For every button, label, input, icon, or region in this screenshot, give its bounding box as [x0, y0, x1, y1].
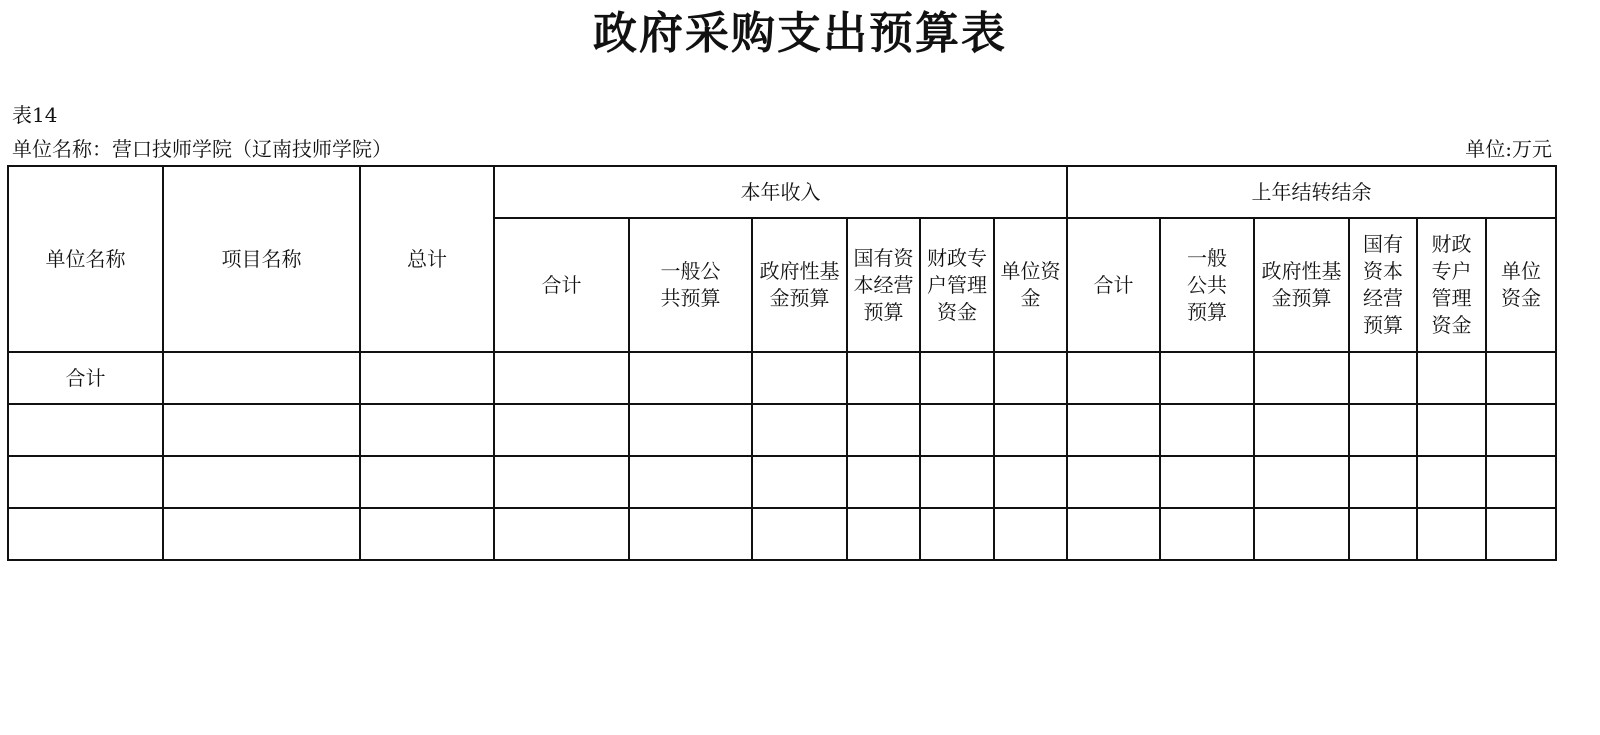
table-cell [1486, 404, 1556, 456]
table-row [8, 404, 1556, 456]
header-project-name: 项目名称 [163, 166, 360, 352]
table-cell [8, 456, 163, 508]
table-cell [920, 508, 994, 560]
header-unit-name: 单位名称 [8, 166, 163, 352]
table-cell [360, 456, 494, 508]
table-row [8, 508, 1556, 560]
table-cell [1486, 352, 1556, 404]
unit-name-label: 单位名称：营口技师学院（辽南技师学院） [12, 137, 392, 161]
table-cell [1254, 456, 1349, 508]
header-carryover-unit-funds: 单位资金 [1486, 218, 1556, 352]
table-cell [1160, 508, 1254, 560]
table-cell [360, 508, 494, 560]
table-cell [1254, 404, 1349, 456]
table-cell [1160, 456, 1254, 508]
header-current-fund-budget: 政府性基金预算 [752, 218, 847, 352]
header-current-unit-funds: 单位资金 [994, 218, 1067, 352]
table-row [8, 456, 1556, 508]
table-cell [847, 352, 920, 404]
table-cell [1486, 456, 1556, 508]
table-cell [994, 508, 1067, 560]
header-current-general-budget: 一般公共预算 [629, 218, 752, 352]
table-cell [163, 404, 360, 456]
header-current-income: 本年收入 [494, 166, 1067, 218]
unit-label: 单位:万元 [1465, 137, 1552, 161]
table-body [8, 352, 1556, 560]
table-cell [1486, 508, 1556, 560]
table-cell [847, 404, 920, 456]
table-cell [752, 456, 847, 508]
table-cell [8, 404, 163, 456]
table-cell [920, 352, 994, 404]
table-cell [1160, 352, 1254, 404]
table-cell [629, 508, 752, 560]
table-number: 表14 [12, 103, 58, 127]
table-cell [8, 508, 163, 560]
header-carryover-fiscal-account: 财政专户管理资金 [1417, 218, 1486, 352]
table-cell [994, 352, 1067, 404]
header-carryover-general-budget: 一般公共预算 [1160, 218, 1254, 352]
table-cell [163, 352, 360, 404]
table-cell [1349, 456, 1417, 508]
table-cell [629, 352, 752, 404]
table-cell [994, 404, 1067, 456]
total-row [8, 352, 1556, 404]
table-cell [360, 404, 494, 456]
header-current-state-capital: 国有资本经营预算 [847, 218, 920, 352]
table-cell [1349, 352, 1417, 404]
table-cell [1417, 456, 1486, 508]
header-carryover: 上年结转结余 [1067, 166, 1556, 218]
table-cell [752, 508, 847, 560]
table-cell [163, 508, 360, 560]
table-cell [1254, 352, 1349, 404]
budget-table [7, 165, 1557, 561]
table-cell [1067, 404, 1160, 456]
header-current-fiscal-account: 财政专户管理资金 [920, 218, 994, 352]
table-cell [360, 352, 494, 404]
table-cell [994, 456, 1067, 508]
table-cell [629, 404, 752, 456]
table-cell [494, 456, 629, 508]
table-cell [1417, 352, 1486, 404]
header-total: 总计 [360, 166, 494, 352]
table-cell [752, 404, 847, 456]
header-carryover-subtotal: 合计 [1067, 218, 1160, 352]
table-cell [1349, 508, 1417, 560]
table-cell [847, 508, 920, 560]
table-cell [1254, 508, 1349, 560]
table-cell [629, 456, 752, 508]
header-current-subtotal: 合计 [494, 218, 629, 352]
table-cell [1349, 404, 1417, 456]
table-cell [1067, 352, 1160, 404]
table-cell [1160, 404, 1254, 456]
header-carryover-fund-budget: 政府性基金预算 [1254, 218, 1349, 352]
table-cell [494, 404, 629, 456]
table-cell [1417, 508, 1486, 560]
header-carryover-state-capital: 国有资本经营预算 [1349, 218, 1417, 352]
table-cell [1067, 456, 1160, 508]
table-cell [163, 456, 360, 508]
table-cell [847, 456, 920, 508]
table-cell: 合计 [8, 352, 163, 404]
table-cell [752, 352, 847, 404]
table-cell [494, 508, 629, 560]
table-cell [920, 456, 994, 508]
page-title: 政府采购支出预算表 [593, 8, 1007, 59]
table-cell [920, 404, 994, 456]
header-row-1 [8, 166, 1556, 218]
table-cell [1417, 404, 1486, 456]
table-cell [494, 352, 629, 404]
table-cell [1067, 508, 1160, 560]
